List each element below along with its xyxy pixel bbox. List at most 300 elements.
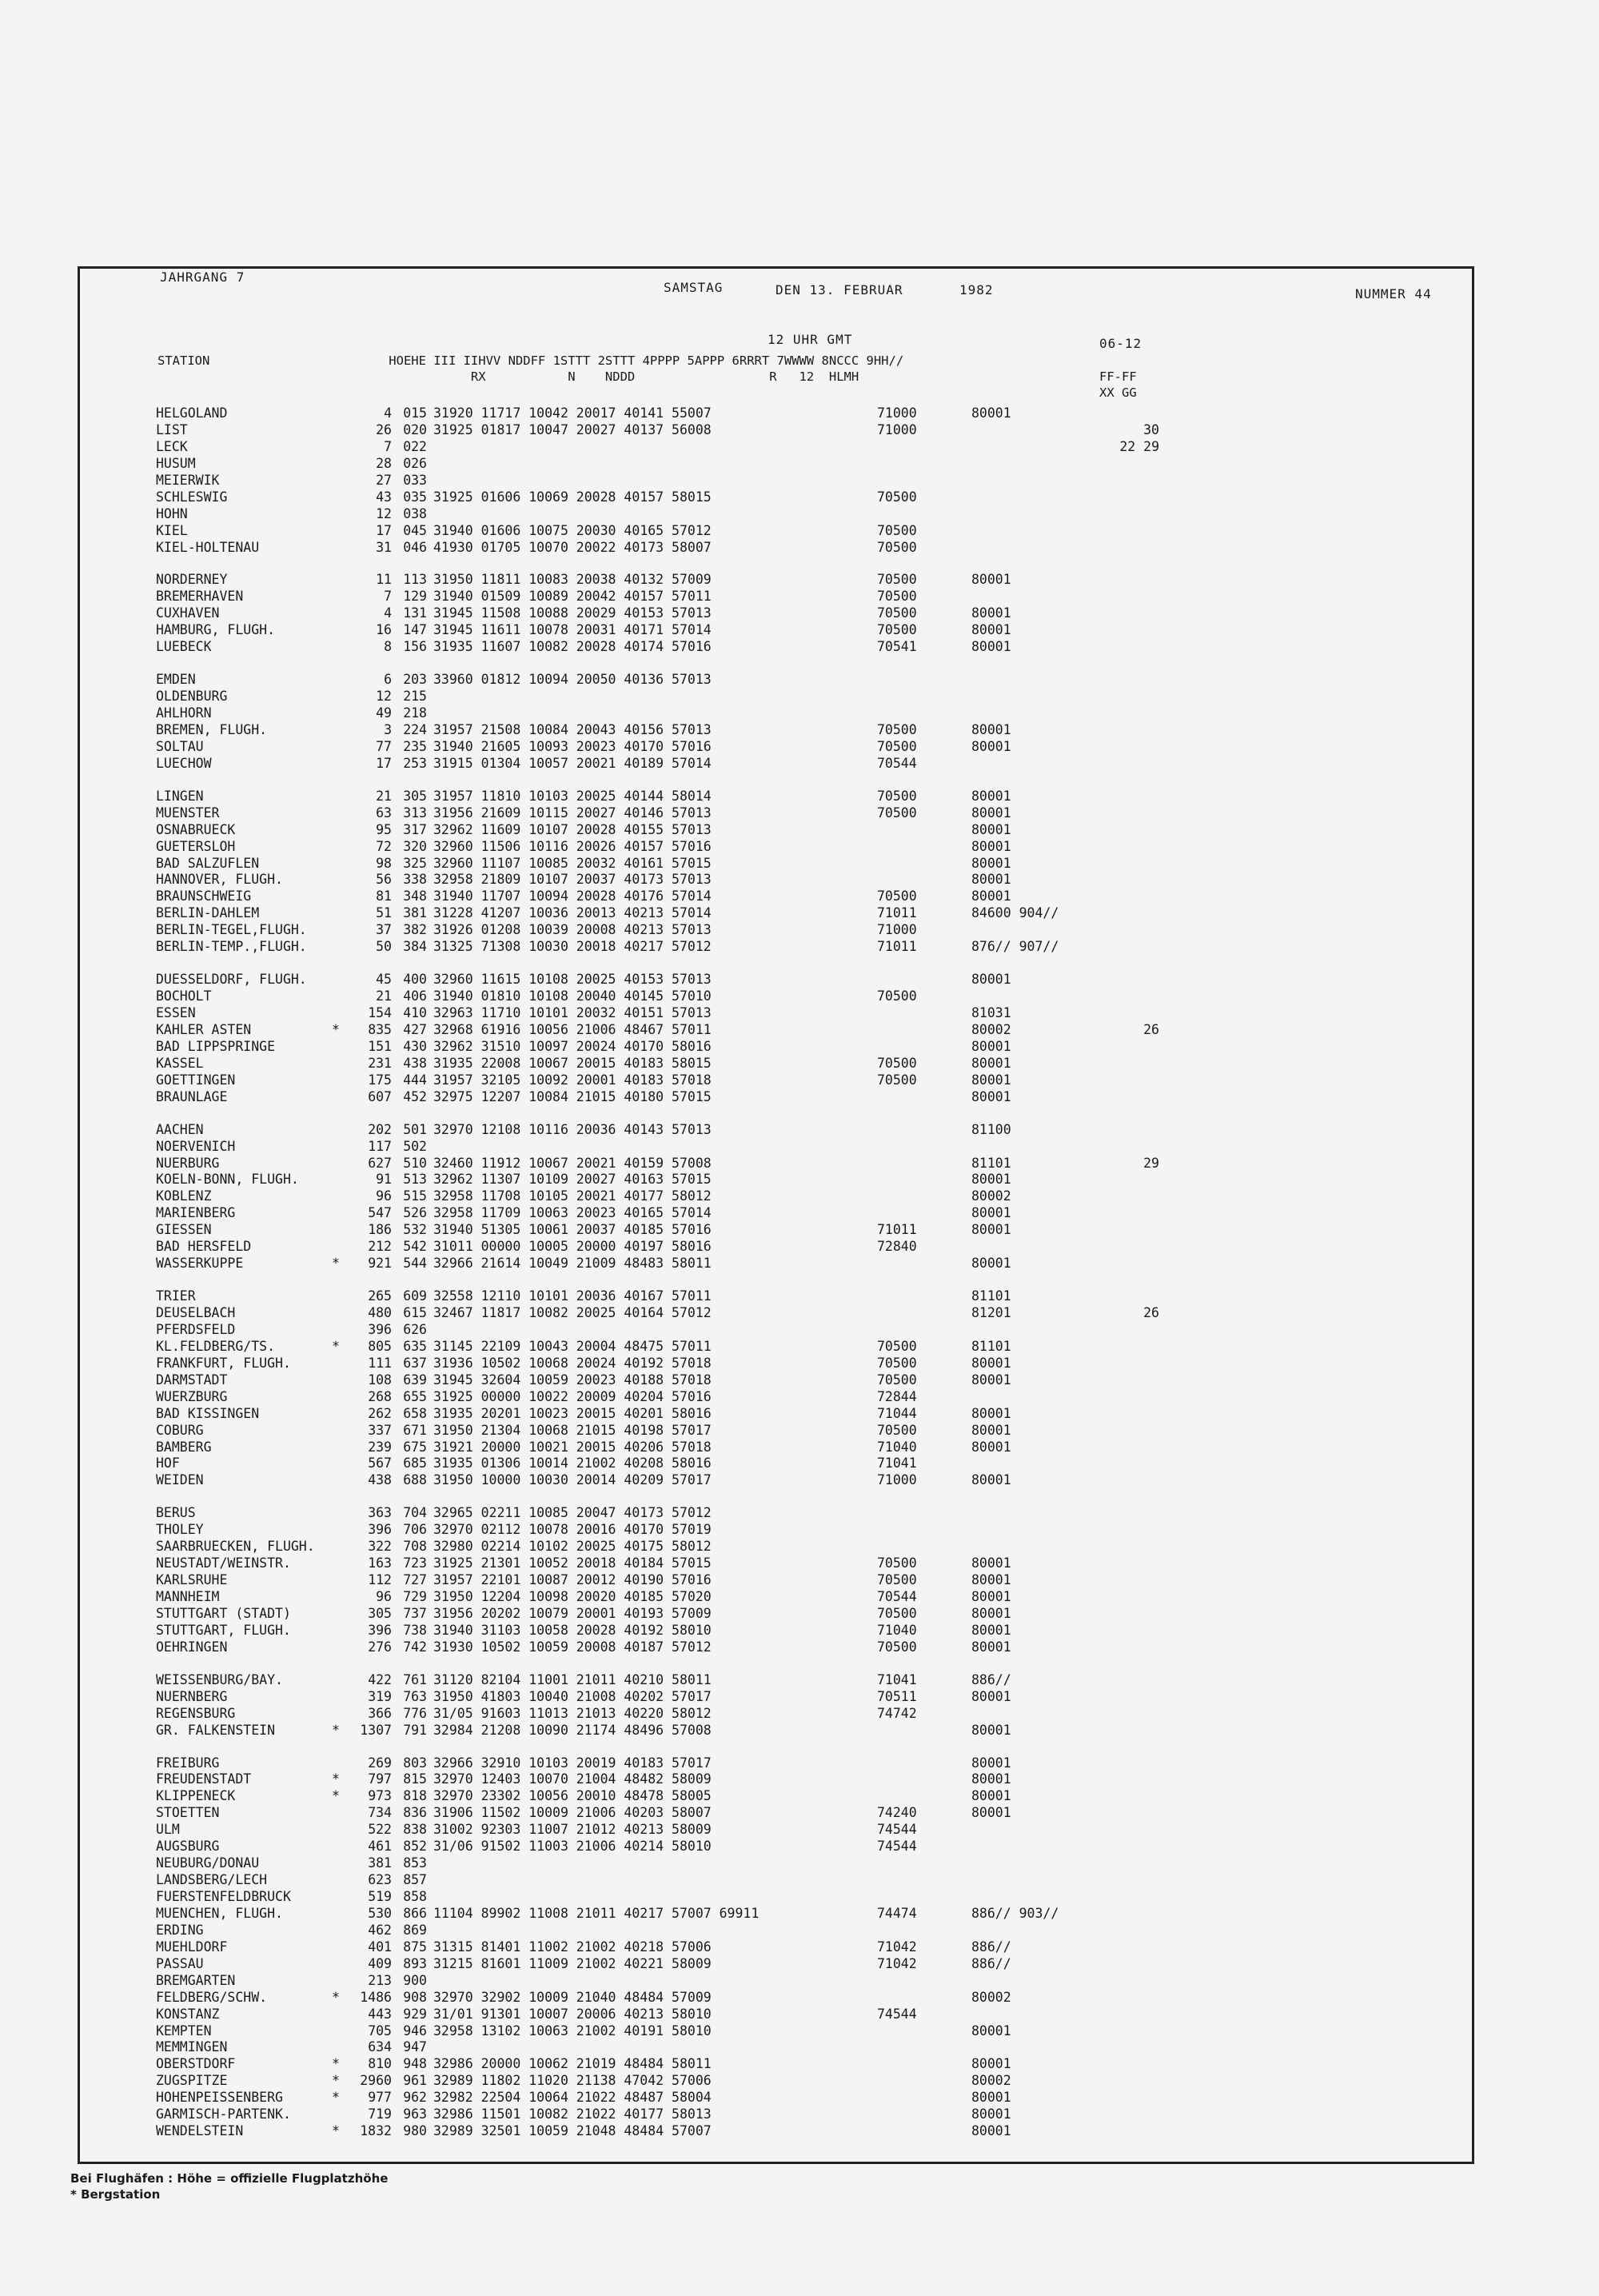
station-name: HANNOVER, FLUGH. [156,872,283,888]
station-number: 253 [403,755,427,771]
mountain-station-mark [332,1072,348,1089]
station-height: 63 [376,805,392,821]
station-name: FREUDENSTADT [156,1771,252,1787]
station-height: 91 [376,1172,392,1188]
weather-group: 74474 [877,1905,917,1921]
synop-groups: 32970 23302 10056 20010 48478 58005 [433,1788,712,1804]
weather-group: 70500 [877,539,917,555]
station-name: KOELN-BONN, FLUGH. [156,1172,299,1188]
weather-group: 70500 [877,605,917,621]
station-row [156,473,348,489]
station-height: 7 [384,438,392,454]
station-row [156,1706,348,1723]
mountain-station-mark [332,1522,348,1539]
station-number: 129 [403,589,427,605]
station-number: 510 [403,1155,427,1171]
ffgg-value [1095,1505,1159,1522]
cloud-group: 80002 [971,1188,1011,1204]
mountain-station-mark [332,1222,348,1239]
cloud-group: 886// [971,1671,1011,1687]
station-row [156,422,348,439]
mountain-station-mark: * [332,1989,340,2005]
station-name: EMDEN [156,672,196,688]
ffgg-value [1095,722,1159,739]
synop-groups: 31957 21508 10084 20043 40156 57013 [433,721,712,737]
station-row [156,2123,348,2140]
station-number: 857 [403,1872,427,1888]
mountain-station-mark [332,473,348,489]
synop-groups: 32980 02214 10102 20025 40175 58012 [433,1539,712,1555]
station-number: 215 [403,689,427,705]
station-height: 45 [376,972,392,988]
station-height: 8 [384,639,392,655]
synop-groups: 32966 32910 10103 20019 40183 57017 [433,1755,712,1771]
station-row [156,2090,348,2106]
station-name: FUERSTENFELDBRUCK [156,1889,291,1904]
synop-groups: 32975 12207 10084 21015 40180 57015 [433,1088,712,1104]
footnote-airports: Bei Flughäfen : Höhe = offizielle Flugplatzhöhe [70,2171,389,2186]
station-number: 776 [403,1705,427,1721]
weather-group: 70500 [877,788,917,804]
column-header-line-1: STATION HOEHE III IIHVV NDDFF 1STTT 2STTT 4PPPP 5APPP 6RRRT 7WWWW 8NCCC 9HH// [158,353,904,368]
station-name: ULM [156,1822,180,1838]
station-height: 276 [368,1639,392,1655]
station-row [156,1923,348,1939]
station-height: 11 [376,572,392,588]
ffgg-value [1095,1222,1159,1239]
station-row [156,2073,348,2090]
synop-groups: 31950 12204 10098 20020 40185 57020 [433,1589,712,1604]
ffgg-value [1095,1122,1159,1139]
ffgg-value [1095,1889,1159,1906]
station-height: 16 [376,622,392,638]
mountain-station-mark [332,1672,348,1689]
station-name: PASSAU [156,1955,204,1971]
weather-group: 71011 [877,1222,917,1238]
mountain-station-mark [332,972,348,988]
synop-groups: 31925 00000 10022 20009 40204 57016 [433,1388,712,1404]
station-height: 835 [368,1021,392,1037]
station-number: 908 [403,1989,427,2005]
ffgg-value [1095,1555,1159,1572]
ffgg-value [1095,672,1159,689]
station-group [156,789,348,956]
station-number: 224 [403,721,427,737]
ffgg-value [1095,1923,1159,1939]
synop-groups: 32962 31510 10097 20024 40170 58016 [433,1038,712,1054]
synop-groups: 31920 11717 10042 20017 40141 55007 [433,405,712,421]
cloud-group: 80001 [971,972,1011,988]
station-height: 50 [376,939,392,955]
mountain-station-mark [332,1973,348,1990]
ffgg-value [1095,1072,1159,1089]
station-row [156,922,348,939]
mountain-station-mark [332,1472,348,1489]
synop-groups: 31940 11707 10094 20028 40176 57014 [433,888,712,904]
mountain-station-mark [332,1606,348,1623]
station-height: 977 [368,2090,392,2106]
cloud-group: 80001 [971,1755,1011,1771]
observation-time: 12 UHR GMT [768,332,853,347]
weather-group: 70500 [877,1055,917,1071]
cloud-group: 80001 [971,1072,1011,1088]
synop-groups: 31/05 91603 11013 21013 40220 58012 [433,1705,712,1721]
station-number: 203 [403,672,427,688]
station-row [156,988,348,1005]
ffgg-value: 29 [1143,1155,1159,1171]
synop-groups: 32970 02112 10078 20016 40170 57019 [433,1522,712,1538]
synop-groups: 32986 20000 10062 21019 48484 58011 [433,2056,712,2072]
cloud-group: 80001 [971,2022,1011,2038]
station-name: STOETTEN [156,1805,220,1821]
mountain-station-mark [332,939,348,956]
mountain-station-mark [332,1572,348,1589]
cloud-group: 80001 [971,838,1011,854]
mountain-station-mark: * [332,2056,340,2072]
station-name: HOHENPEISSENBERG [156,2090,283,2106]
cloud-group: 81100 [971,1121,1011,1137]
station-name: KLIPPENECK [156,1788,236,1804]
station-height: 72 [376,838,392,854]
ffgg-value [1095,1089,1159,1106]
weather-group: 70500 [877,721,917,737]
station-number: 704 [403,1505,427,1521]
station-height: 461 [368,1839,392,1855]
cloud-group: 80001 [971,1256,1011,1272]
mountain-station-mark [332,1956,348,1973]
mountain-station-mark: * [332,2123,340,2139]
station-row [156,888,348,905]
station-height: 98 [376,855,392,871]
station-name: HELGOLAND [156,405,228,421]
weather-group: 70500 [877,1422,917,1438]
cloud-group: 80001 [971,738,1011,754]
ffgg-value [1095,1872,1159,1889]
station-name: LINGEN [156,788,204,804]
synop-groups: 31940 51305 10061 20037 40185 57016 [433,1222,712,1238]
period-range: 06-12 [1099,336,1142,351]
synop-groups: 31940 01509 10089 20042 40157 57011 [433,589,712,605]
station-row [156,905,348,922]
station-number: 763 [403,1688,427,1704]
station-number: 946 [403,2022,427,2038]
ffgg-value [1095,1723,1159,1739]
synop-groups: 31936 10502 10068 20024 40192 57018 [433,1355,712,1371]
station-row [156,822,348,839]
station-height: 627 [368,1155,392,1171]
station-number: 615 [403,1305,427,1320]
cloud-group: 80001 [971,1205,1011,1221]
ffgg-value [1095,1455,1159,1472]
station-name: LUECHOW [156,755,212,771]
station-row [156,1455,348,1472]
synop-groups: 32970 12108 10116 20036 40143 57013 [433,1121,712,1137]
ffgg-group [1095,972,1159,1106]
station-height: 366 [368,1705,392,1721]
synop-groups: 32963 11710 10101 20032 40151 57013 [433,1005,712,1020]
ffgg-value [1095,1005,1159,1022]
mountain-station-mark [332,1889,348,1906]
mountain-station-mark [332,2007,348,2023]
cloud-group: 80002 [971,1989,1011,2005]
station-name: COBURG [156,1422,204,1438]
weather-group: 70500 [877,1639,917,1655]
ffgg-value: 26 [1143,1305,1159,1320]
station-name: KIEL-HOLTENAU [156,539,260,555]
mountain-station-mark [332,1372,348,1389]
station-number: 526 [403,1205,427,1221]
cloud-group: 80001 [971,1688,1011,1704]
synop-groups: 31940 01810 10108 20040 40145 57010 [433,988,712,1004]
station-height: 163 [368,1555,392,1571]
station-number: 723 [403,1555,427,1571]
column-header-ff-1: FF-FF [1099,369,1137,384]
mountain-station-mark [332,1855,348,1872]
cloud-group: 80001 [971,1222,1011,1238]
synop-groups: 31945 11508 10088 20029 40153 57013 [433,605,712,621]
station-number: 609 [403,1288,427,1304]
cloud-group: 80001 [971,721,1011,737]
mountain-station-mark: * [332,1256,340,1272]
station-height: 396 [368,1522,392,1538]
station-column [156,405,348,2156]
station-row [156,1973,348,1990]
mountain-station-mark [332,540,348,557]
station-row [156,439,348,456]
station-row [156,1505,348,1522]
ffgg-value [1095,1139,1159,1156]
weather-group: 70544 [877,755,917,771]
station-number: 305 [403,788,427,804]
cloud-group: 80001 [971,2090,1011,2106]
cloud-group: 80001 [971,805,1011,821]
station-row [156,1472,348,1489]
synop-groups: 31925 01606 10069 20028 40157 58015 [433,489,712,505]
station-number: 033 [403,472,427,488]
station-row [156,805,348,822]
station-height: 734 [368,1805,392,1821]
station-height: 151 [368,1038,392,1054]
synop-groups: 32960 11506 10116 20026 40157 57016 [433,838,712,854]
weather-group: 71041 [877,1671,917,1687]
station-row [156,1172,348,1188]
ffgg-value [1095,1788,1159,1805]
cloud-group: 80001 [971,1355,1011,1371]
cloud-group: 80001 [971,1622,1011,1638]
cloud-group: 80001 [971,1405,1011,1421]
station-name: GIESSEN [156,1222,212,1238]
synop-groups: 31957 11810 10103 20025 40144 58014 [433,788,712,804]
synop-groups: 32460 11912 10067 20021 40159 57008 [433,1155,712,1171]
weather-group: 70500 [877,589,917,605]
synop-groups: 31935 11607 10082 20028 40174 57016 [433,639,712,655]
station-height: 231 [368,1055,392,1071]
station-group [156,1672,348,1739]
station-number: 544 [403,1256,427,1272]
station-name: FREIBURG [156,1755,220,1771]
ffgg-value [1095,1606,1159,1623]
ffgg-value [1095,1172,1159,1188]
mountain-station-mark [332,722,348,739]
mountain-station-mark [332,922,348,939]
synop-groups: 31950 10000 10030 20014 40209 57017 [433,1472,712,1488]
station-row [156,1522,348,1539]
station-row [156,1356,348,1372]
station-row [156,1839,348,1855]
weather-group: 71000 [877,1472,917,1488]
mountain-station-mark [332,689,348,705]
station-number: 738 [403,1622,427,1638]
weather-group: 70500 [877,805,917,821]
cloud-group: 80001 [971,1472,1011,1488]
station-height: 1307 [360,1722,392,1738]
station-name: AUGSBURG [156,1839,220,1855]
station-name: OLDENBURG [156,689,228,705]
station-number: 866 [403,1905,427,1921]
station-number: 427 [403,1021,427,1037]
station-row [156,1822,348,1839]
synop-groups: 31145 22109 10043 20004 48475 57011 [433,1338,712,1354]
cloud-group: 80001 [971,1038,1011,1054]
ffgg-value [1095,1689,1159,1706]
mountain-station-mark [332,439,348,456]
station-number: 235 [403,738,427,754]
synop-groups: 31956 21609 10115 20027 40146 57013 [433,805,712,821]
weather-group: 70500 [877,738,917,754]
station-number: 791 [403,1722,427,1738]
station-name: KL.FELDBERG/TS. [156,1338,276,1354]
synop-groups: 31945 11611 10078 20031 40171 57014 [433,622,712,638]
station-height: 443 [368,2006,392,2022]
synop-groups: 31950 41803 10040 21008 40202 57017 [433,1688,712,1704]
ffgg-group [1095,789,1159,956]
synop-groups: 31935 20201 10023 20015 40201 58016 [433,1405,712,1421]
station-height: 363 [368,1505,392,1521]
station-row [156,1022,348,1039]
station-height: 111 [368,1355,392,1371]
ffgg-value [1095,705,1159,722]
station-height: 719 [368,2106,392,2122]
station-name: GUETERSLOH [156,838,236,854]
station-height: 17 [376,755,392,771]
cloud-group: 81031 [971,1005,1011,1020]
station-row [156,1072,348,1089]
station-name: FRANKFURT, FLUGH. [156,1355,291,1371]
station-row [156,1122,348,1139]
cloud-group: 876// 907// [971,939,1059,955]
station-number: 113 [403,572,427,588]
mountain-station-mark [332,905,348,922]
station-number: 853 [403,1855,427,1871]
synop-groups: 32958 13102 10063 21002 40191 58010 [433,2022,712,2038]
station-number: 742 [403,1639,427,1655]
station-row [156,506,348,523]
station-name: DUESSELDORF, FLUGH. [156,972,307,988]
station-number: 381 [403,905,427,921]
cloud-group: 80001 [971,2123,1011,2139]
footnote-mountain: * Bergstation [70,2187,161,2202]
weather-group: 70500 [877,1572,917,1588]
station-row [156,1606,348,1623]
station-name: SAARBRUECKEN, FLUGH. [156,1539,315,1555]
station-number: 384 [403,939,427,955]
station-name: BRAUNLAGE [156,1088,228,1104]
station-height: 37 [376,922,392,938]
station-height: 49 [376,705,392,721]
station-name: BERLIN-DAHLEM [156,905,260,921]
station-row [156,1305,348,1322]
date-label: DEN 13. FEBRUAR [776,282,903,297]
ffgg-value [1095,1939,1159,1956]
ffgg-value [1095,1822,1159,1839]
station-name: LANDSBERG/LECH [156,1872,268,1888]
station-height: 12 [376,689,392,705]
station-height: 797 [368,1771,392,1787]
weather-group: 71042 [877,1939,917,1955]
synop-groups: 31921 20000 10021 20015 40206 57018 [433,1439,712,1455]
station-name: ZUGSPITZE [156,2073,228,2089]
station-height: 480 [368,1305,392,1320]
ffgg-value [1095,540,1159,557]
station-height: 519 [368,1889,392,1904]
ffgg-value [1095,1839,1159,1855]
weather-group: 70500 [877,1372,917,1388]
weather-group: 70500 [877,622,917,638]
ffgg-value [1095,1672,1159,1689]
station-number: 626 [403,1321,427,1337]
station-number: 147 [403,622,427,638]
cloud-group: 81101 [971,1288,1011,1304]
ffgg-value [1095,1256,1159,1272]
weather-group: 71041 [877,1455,917,1471]
station-name: BAD KISSINGEN [156,1405,260,1421]
ffgg-value [1095,1322,1159,1339]
ffgg-value [1095,1389,1159,1406]
ffgg-value [1095,1406,1159,1423]
mountain-station-mark [332,872,348,888]
station-height: 522 [368,1822,392,1838]
station-number: 963 [403,2106,427,2122]
station-row [156,1423,348,1439]
station-height: 396 [368,1321,392,1337]
mountain-station-mark [332,456,348,473]
station-row [156,1288,348,1305]
synop-groups: 32965 02211 10085 20047 40173 57012 [433,1505,712,1521]
station-name: BAD SALZUFLEN [156,855,260,871]
station-number: 430 [403,1038,427,1054]
station-height: 112 [368,1572,392,1588]
ffgg-value [1095,2123,1159,2140]
weather-group: 74544 [877,1822,917,1838]
station-number: 382 [403,922,427,938]
station-number: 671 [403,1422,427,1438]
station-row [156,1339,348,1356]
station-row [156,1755,348,1772]
column-header-ff-2: XX GG [1099,385,1137,400]
station-group [156,672,348,773]
mountain-station-mark [332,805,348,822]
weather-group: 70511 [877,1688,917,1704]
ffgg-value [1095,888,1159,905]
station-number: 838 [403,1822,427,1838]
station-name: NEUSTADT/WEINSTR. [156,1555,291,1571]
ffgg-value [1095,939,1159,956]
weather-group: 70500 [877,988,917,1004]
synop-groups: 32960 11107 10085 20032 40161 57015 [433,855,712,871]
weather-group: 74742 [877,1705,917,1721]
ffgg-value [1095,1056,1159,1072]
station-row [156,1205,348,1222]
